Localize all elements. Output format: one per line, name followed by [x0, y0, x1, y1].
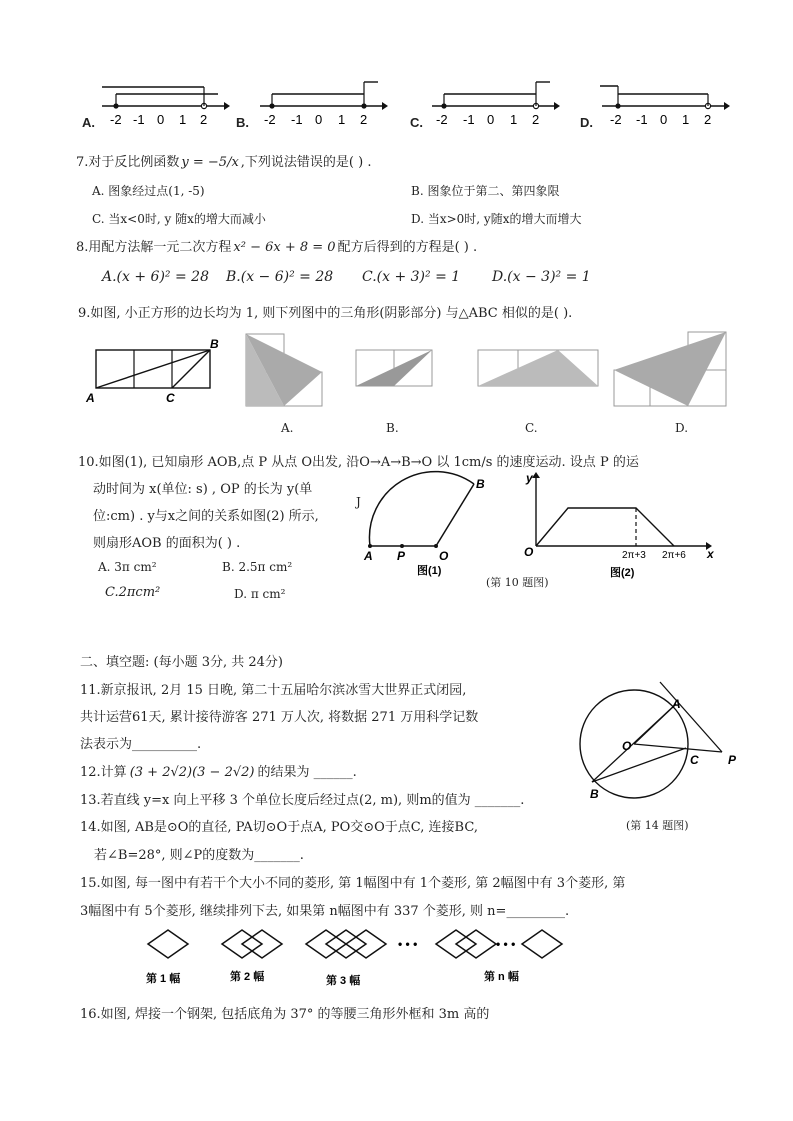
- q10-option-d: D. π cm²: [234, 587, 286, 601]
- q6-d-tick-4: 2: [704, 112, 712, 127]
- q10-fig2-origin-label: O: [524, 545, 534, 559]
- q9-stem: 9.如图, 小正方形的边长均为 1, 则下列图中的三角形(阴影部分) 与△ABC 相似的是( ).: [78, 306, 573, 321]
- q13-stem: 13.若直线 y=x 向上平移 3 个单位长度后经过点(2, m), 则m的值为 _______.: [80, 793, 525, 808]
- q15-dots-2: • • •: [496, 937, 516, 951]
- q9-option-b-label: B.: [386, 421, 399, 435]
- q10-option-c: C.2πcm²: [105, 585, 161, 600]
- q6-a-tick-1: -1: [133, 112, 145, 127]
- q15-caption-3: 第 3 幅: [326, 975, 361, 987]
- q9-option-b-figure: [354, 348, 434, 390]
- q7-option-d: D. 当x>0时, y随x的增大而增大: [411, 212, 582, 226]
- q10-fig1-label-o: O: [439, 549, 449, 563]
- q14-line1: 14.如图, AB是⊙O的直径, PA切⊙O于点A, PO交⊙O于点C, 连接BC,: [80, 820, 478, 835]
- q10-fig1-caption: 图(1): [417, 565, 442, 577]
- q12-after: 的结果为 ______.: [257, 765, 357, 780]
- q10-fig2-tick-1: 2π+3: [622, 550, 646, 561]
- q10-line2: 动时间为 x(单位: s) , OP 的长为 y(单: [93, 482, 313, 497]
- q6-option-a-label: A.: [82, 115, 95, 130]
- q10-figure-caption: (第 10 题图): [486, 576, 549, 589]
- q16-stem: 16.如图, 焊接一个钢架, 包括底角为 37° 的等腰三角形外框和 3m 高的: [80, 1007, 490, 1022]
- q8-option-b: B.(x − 6)² = 28: [226, 269, 334, 285]
- q14-line2: 若∠B=28°, 则∠P的度数为_______.: [94, 848, 304, 863]
- q6-c-tick-4: 2: [532, 112, 540, 127]
- q10-figure-2-graph: [514, 470, 714, 582]
- q10-figure-1-sector: [362, 472, 492, 582]
- q10-fig1-label-p: P: [397, 549, 406, 563]
- q6-b-tick-4: 2: [360, 112, 368, 127]
- q8-option-a: A.(x + 6)² = 28: [102, 269, 209, 285]
- q6-c-tick-3: 1: [510, 112, 518, 127]
- q14-label-c: C: [690, 753, 699, 767]
- q9-option-d-label: D.: [675, 421, 689, 435]
- q11-line3: 法表示为__________.: [80, 737, 202, 752]
- q6-c-tick-2: 0: [487, 112, 495, 127]
- q12-before: 12.计算: [80, 765, 127, 780]
- q14-label-a: A: [672, 697, 681, 711]
- q15-caption-n: 第 n 幅: [484, 971, 519, 983]
- q10-fig1-label-b: B: [476, 477, 485, 491]
- q6-b-tick-2: 0: [315, 112, 323, 127]
- q9-label-b: B: [210, 337, 219, 351]
- q7-option-b: B. 图象位于第二、第四象限: [411, 184, 560, 198]
- q6-c-tick-1: -1: [463, 112, 475, 127]
- q7-stem-after: ,下列说法错误的是( ) .: [240, 155, 372, 170]
- q8-stem: [76, 236, 477, 255]
- q10-option-a: A. 3π cm²: [98, 560, 157, 574]
- q9-label-a: A: [86, 391, 95, 405]
- q6-a-tick-2: 0: [157, 112, 165, 127]
- q6-number-line-c: [430, 76, 560, 136]
- q14-label-o: O: [622, 739, 632, 753]
- q12-stem: [80, 761, 357, 780]
- q10-line1: 10.如图(1), 已知扇形 AOB,点 P 从点 O出发, 沿O→A→B→O 以 1cm/s 的速度运动. 设点 P 的运: [78, 455, 639, 470]
- q6-c-tick-0: -2: [436, 112, 448, 127]
- q9-option-a-figure: [244, 332, 326, 410]
- q6-option-c-label: C.: [410, 115, 423, 130]
- q15-line2: 3幅图中有 5个菱形, 继续排列下去, 如果第 n幅图中有 337 个菱形, 则 n=_________.: [80, 904, 570, 919]
- q10-option-b: B. 2.5π cm²: [222, 560, 293, 574]
- q6-d-tick-3: 1: [682, 112, 690, 127]
- q10-line3: 位:cm) . y与x之间的关系如图(2) 所示,: [93, 509, 319, 524]
- q14-caption: (第 14 题图): [626, 819, 689, 832]
- q8-formula: x² − 6x + 8 = 0: [233, 240, 336, 255]
- q9-triangle-abc-figure: [86, 336, 226, 406]
- q6-b-tick-1: -1: [291, 112, 303, 127]
- q10-fig2-y-label: y: [526, 471, 533, 485]
- q6-option-d-label: D.: [580, 115, 593, 130]
- q9-option-c-label: C.: [525, 421, 538, 435]
- q7-option-c: C. 当x<0时, y 随x的增大而减小: [92, 212, 266, 226]
- q9-option-d-figure: [612, 330, 728, 410]
- section-2-heading: 二、填空题: (每小题 3分, 共 24分): [80, 655, 283, 670]
- q15-line1: 15.如图, 每一图中有若干个大小不同的菱形, 第 1幅图中有 1个菱形, 第 2幅图中有 3个菱形, 第: [80, 876, 626, 891]
- q8-stem-after: 配方后得到的方程是( ) .: [337, 240, 478, 255]
- q6-a-tick-0: -2: [110, 112, 122, 127]
- q14-label-p: P: [728, 753, 737, 767]
- q6-a-tick-4: 2: [200, 112, 208, 127]
- q15-rhombus-figure: [140, 926, 580, 990]
- q6-number-line-b: [258, 76, 388, 136]
- q15-dots-1: • • •: [398, 937, 418, 951]
- q7-formula: y = −5/x: [181, 155, 239, 170]
- q10-fig2-tick-2: 2π+6: [662, 550, 686, 561]
- q14-label-b: B: [590, 787, 599, 801]
- q7-option-a: A. 图象经过点(1, -5): [92, 184, 205, 198]
- q10-fig2-caption: 图(2): [610, 567, 635, 579]
- q6-b-tick-3: 1: [338, 112, 346, 127]
- q9-option-a-label: A.: [281, 421, 294, 435]
- q8-option-d: D.(x − 3)² = 1: [492, 269, 591, 285]
- q6-d-tick-1: -1: [636, 112, 648, 127]
- q8-option-c: C.(x + 3)² = 1: [362, 269, 461, 285]
- q10-fig1-label-a: A: [364, 549, 373, 563]
- q6-a-tick-3: 1: [179, 112, 187, 127]
- q9-label-c: C: [166, 391, 175, 405]
- q9-option-c-figure: [476, 348, 600, 390]
- q10-line4: 则扇形AOB 的面积为( ) .: [93, 536, 241, 551]
- q12-formula: (3 + 2√2)(3 − 2√2): [129, 765, 255, 780]
- q15-caption-2: 第 2 幅: [230, 971, 265, 983]
- q10-fig2-x-label: x: [707, 547, 714, 561]
- q11-line1: 11.新京报讯, 2月 15 日晚, 第二十五届哈尔滨冰雪大世界正式闭园,: [80, 683, 467, 698]
- q10-fig1-stray-mark: J: [356, 495, 361, 509]
- q6-option-b-label: B.: [236, 115, 249, 130]
- q11-line2: 共计运营61天, 累计接待游客 271 万人次, 将数据 271 万用科学记数: [80, 710, 479, 725]
- q6-b-tick-0: -2: [264, 112, 276, 127]
- q14-circle-figure: [580, 682, 750, 804]
- q15-caption-1: 第 1 幅: [146, 973, 181, 985]
- q6-number-line-a: [100, 76, 230, 136]
- q6-d-tick-2: 0: [660, 112, 668, 127]
- q7-stem-before: 7.对于反比例函数: [76, 155, 180, 170]
- q8-stem-before: 8.用配方法解一元二次方程: [76, 240, 232, 255]
- q6-number-line-d: [600, 76, 730, 136]
- q6-d-tick-0: -2: [610, 112, 622, 127]
- q7-stem: [76, 151, 371, 170]
